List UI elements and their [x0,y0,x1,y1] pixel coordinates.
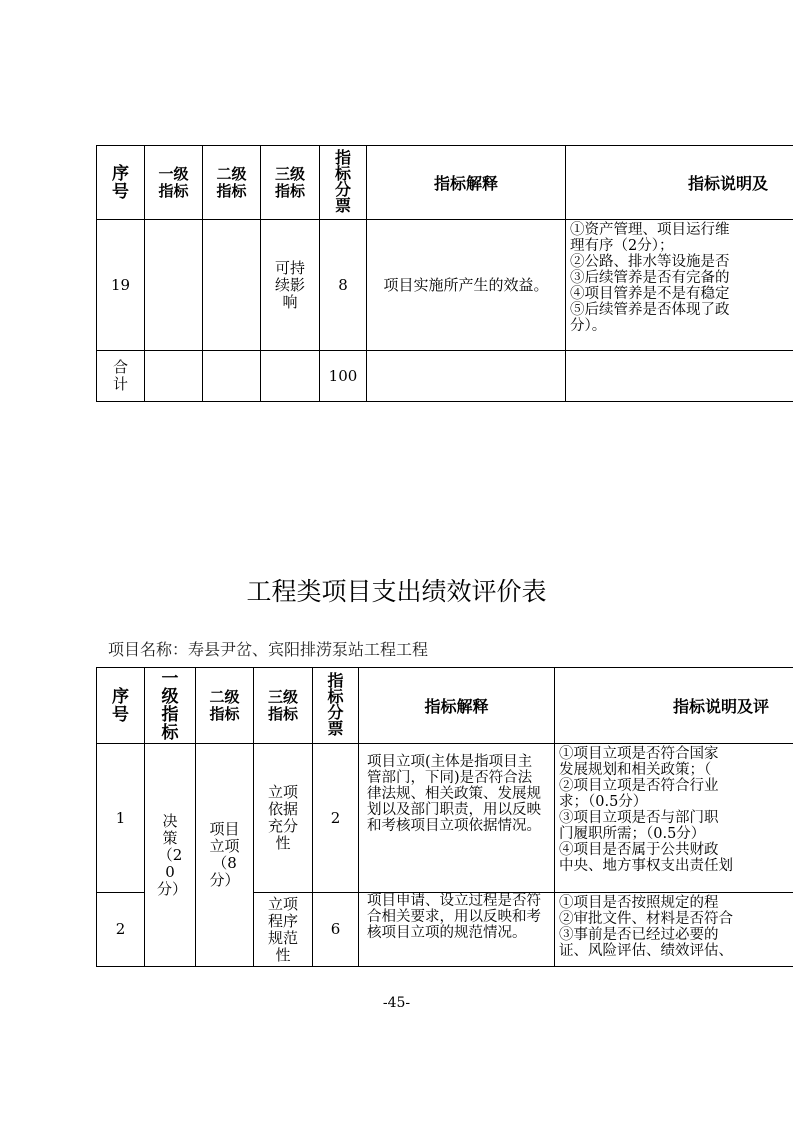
total-empty-cell [203,351,261,402]
row-desc [566,220,793,351]
project-name: 项目名称：寿县尹岔、宾阳排涝泵站工程工程 [108,640,429,659]
row-seq: 2 [97,893,145,967]
row-explain: 项目实施所产生的效益。 [367,220,566,351]
header-level3: 三级指标 [254,668,313,744]
desc-line: ④项目是否属于公共财政 [559,842,719,858]
row-seq: 1 [97,744,145,893]
header-level2: 二级指标 [196,668,254,744]
desc-line: 发展规划和相关政策；（ [559,762,712,778]
desc-line: ①资产管理、项目运行维 [570,222,730,238]
desc-line: 证、风险评估、绩效评估、 [559,943,733,959]
row-level1 [145,220,203,351]
total-empty-cell [566,351,793,402]
total-score: 100 [320,351,367,402]
total-empty-cell [367,351,566,402]
header-desc: 指标说明及评 [555,668,793,744]
desc-line: ③后续管养是否有完备的 [570,270,730,286]
header-level1: 一级指标 [145,146,203,220]
row-level3: 立项程序规范性 [254,893,313,967]
header-level1: 一级指标 [145,668,196,744]
header-level2: 二级指标 [203,146,261,220]
table-row [97,220,793,351]
page-number: -45- [382,995,411,1011]
desc-line: 理有序（2分）； [570,238,674,254]
desc-line: 求；（0.5分） [559,794,648,810]
row-seq: 19 [97,220,145,351]
header-seq: 序号 [97,668,145,744]
total-empty-cell [261,351,320,402]
desc-line: ②项目立项是否符合行业 [559,778,719,794]
header-desc: 指标说明及 [566,146,793,220]
desc-line: 分）。 [570,318,607,334]
total-empty-cell [145,351,203,402]
header-row [97,668,793,744]
row-score: 6 [313,893,359,967]
row-level2: 项目立项（8分） [196,744,254,967]
desc-line: 中央、地方事权支出责任划 [559,858,733,874]
total-row [97,351,793,402]
header-score: 指标分票 [313,668,359,744]
row-explain: 项目申请、设立过程是否符合相关要求，用以反映和考核项目立项的规范情况。 [359,893,555,967]
header-row [97,146,793,220]
row-score: 8 [320,220,367,351]
header-score: 指标分票 [320,146,367,220]
row-explain: 项目立项(主体是指项目主管部门，下同)是否符合法律法规、相关政策、发展规划以及部门职责，用以反映和考核项目立项依据情况。 [359,744,555,893]
header-seq: 序号 [97,146,145,220]
desc-line: ①项目是否按照规定的程 [559,895,719,911]
row-score: 2 [313,744,359,893]
table-row [97,744,793,893]
document-title: 工程类项目支出绩效评价表 [246,577,547,606]
row-level3: 可持续影响 [261,220,320,351]
header-level3: 三级指标 [261,146,320,220]
desc-line: ③事前是否已经过必要的 [559,927,719,943]
header-explain: 指标解释 [359,668,555,744]
row-level1: 决策（20分） [145,744,196,967]
row-desc [555,893,793,967]
desc-line: ①项目立项是否符合国家 [559,746,719,762]
desc-line: ③项目立项是否与部门职 [559,810,719,826]
desc-line: ②公路、排水等设施是否 [570,254,730,270]
desc-line: 门履职所需；（0.5分） [559,826,706,842]
total-label: 合计 [97,351,145,402]
performance-evaluation-table [96,667,793,967]
row-desc [555,744,793,893]
header-explain: 指标解释 [367,146,566,220]
desc-line: ②审批文件、材料是否符合 [559,911,733,927]
row-level2 [203,220,261,351]
desc-line: ④项目管养是不是有稳定 [570,286,730,302]
indicator-table-continued [96,145,793,402]
row-level3: 立项依据充分性 [254,744,313,893]
desc-line: ⑤后续管养是否体现了政 [570,302,730,318]
